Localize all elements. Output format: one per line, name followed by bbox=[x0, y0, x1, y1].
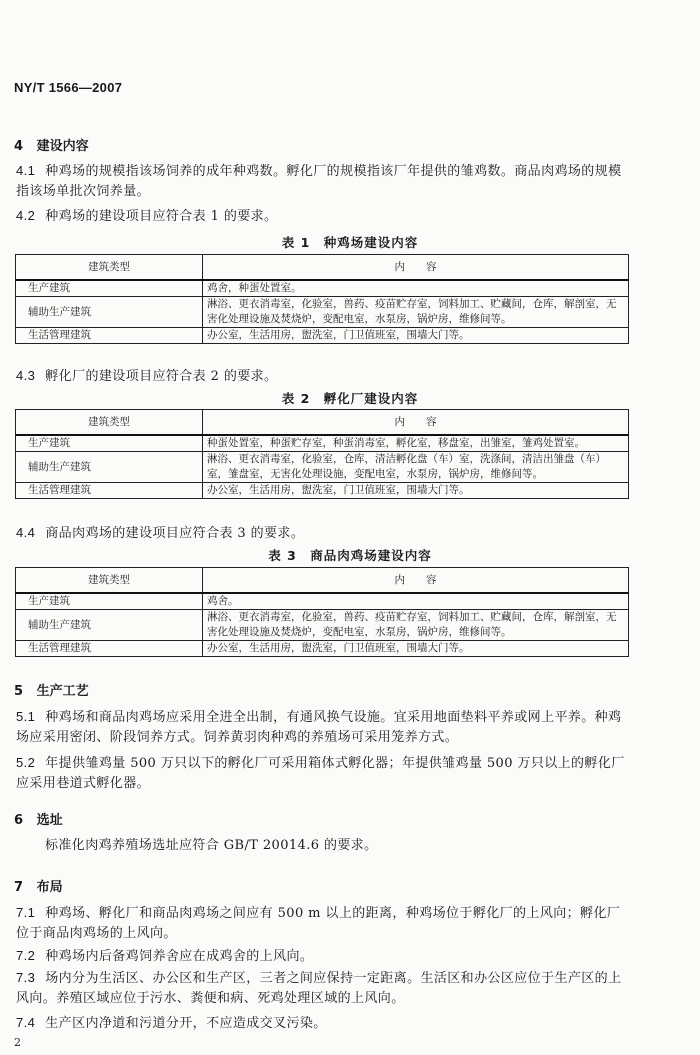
building-type: 生活管理建筑 bbox=[16, 641, 203, 657]
clause-text: 种鸡场、孵化厂和商品肉鸡场之间应有 500 m 以上的距离，种鸡场位于孵化厂的上风向；孵化厂位于商品肉鸡场的上风向。 bbox=[16, 906, 621, 941]
building-type: 辅助生产建筑 bbox=[16, 297, 203, 328]
table-2 bbox=[15, 409, 629, 499]
clause-text: 种鸡场和商品肉鸡场应采用全进全出制，有通风换气设施。宜采用地面垫料平养或网上平养。种鸡场应采用密闭、阶段饲养方式。饲养黄羽肉种鸡的养殖场可采用笼养方式。 bbox=[16, 710, 622, 745]
clause-number: 4.4 bbox=[16, 525, 36, 540]
column-header: 建筑类型 bbox=[16, 255, 203, 281]
building-type: 生产建筑 bbox=[16, 280, 203, 297]
clause-text: 商品肉鸡场的建设项目应符合表 3 的要求。 bbox=[45, 526, 305, 541]
section-number: 7 bbox=[14, 880, 24, 895]
standard-code: NY/T 1566—2007 bbox=[14, 80, 123, 95]
clause-number: 7.3 bbox=[16, 970, 36, 985]
page-number: 2 bbox=[14, 1036, 21, 1049]
table-header-row bbox=[16, 255, 629, 281]
table-row bbox=[16, 593, 629, 610]
clause-number: 4.3 bbox=[16, 368, 36, 383]
table-row bbox=[16, 641, 629, 657]
clause-number: 7.4 bbox=[16, 1015, 36, 1030]
building-content: 办公室，生活用房，盥洗室，门卫值班室，围墙大门等。 bbox=[203, 641, 629, 657]
building-content: 鸡舍。 bbox=[203, 593, 629, 610]
section-5-heading bbox=[14, 680, 89, 699]
paragraph-4-3 bbox=[16, 366, 632, 387]
table-header-row bbox=[16, 410, 629, 436]
table-header-row bbox=[16, 568, 629, 594]
table-3 bbox=[15, 567, 629, 657]
clause-text: 生产区内净道和污道分开，不应造成交叉污染。 bbox=[45, 1016, 327, 1031]
clause-number: 5.2 bbox=[16, 755, 36, 770]
clause-number: 5.1 bbox=[16, 709, 36, 724]
section-4-heading bbox=[14, 135, 89, 154]
building-content: 办公室，生活用房，盥洗室，门卫值班室，围墙大门等。 bbox=[203, 483, 629, 499]
building-content: 种蛋处置室，种蛋贮存室，种蛋消毒室，孵化室，移盘室，出雏室，雏鸡处置室。 bbox=[203, 435, 629, 452]
clause-number: 7.1 bbox=[16, 905, 36, 920]
column-header: 内 容 bbox=[203, 255, 629, 281]
section-title: 布局 bbox=[36, 880, 63, 895]
paragraph-5-2 bbox=[16, 753, 632, 794]
paragraph-6 bbox=[45, 836, 630, 856]
section-number: 5 bbox=[14, 684, 24, 699]
clause-text: 标准化肉鸡养殖场选址应符合 GB/T 20014.6 的要求。 bbox=[45, 838, 378, 853]
section-7-heading bbox=[14, 876, 63, 895]
table-1-title: 表 1 种鸡场建设内容 bbox=[281, 235, 419, 250]
clause-number: 7.2 bbox=[16, 948, 36, 963]
section-number: 6 bbox=[14, 813, 24, 828]
paragraph-4-2 bbox=[16, 206, 632, 227]
table-row bbox=[16, 483, 629, 499]
table-2-title: 表 2 孵化厂建设内容 bbox=[281, 391, 419, 406]
building-type: 生活管理建筑 bbox=[16, 328, 203, 344]
building-content: 淋浴、更衣消毒室，化验室，仓库，清洁孵化盘（车）室，洗涤间，清洁出雏盘（车）室，雏盘室，无害化处理设施，变配电室，水泵房，锅炉房，维修间等。 bbox=[203, 452, 629, 483]
building-type: 辅助生产建筑 bbox=[16, 452, 203, 483]
section-title: 生产工艺 bbox=[36, 684, 89, 699]
column-header: 内 容 bbox=[203, 568, 629, 594]
paragraph-4-1 bbox=[16, 161, 632, 202]
table-3-title: 表 3 商品肉鸡场建设内容 bbox=[268, 548, 432, 563]
paragraph-7-1 bbox=[16, 903, 632, 944]
table-row bbox=[16, 297, 629, 328]
paragraph-4-4 bbox=[16, 523, 632, 544]
paragraph-7-3 bbox=[16, 968, 632, 1009]
section-number: 4 bbox=[14, 139, 24, 154]
building-content: 办公室，生活用房，盥洗室，门卫值班室，围墙大门等。 bbox=[203, 328, 629, 344]
paragraph-7-2 bbox=[16, 946, 632, 967]
building-type: 生产建筑 bbox=[16, 435, 203, 452]
section-6-heading bbox=[14, 809, 63, 828]
clause-text: 孵化厂的建设项目应符合表 2 的要求。 bbox=[45, 369, 278, 384]
building-content: 鸡舍，种蛋处置室。 bbox=[203, 280, 629, 297]
building-content: 淋浴、更衣消毒室，化验室，兽药、疫苗贮存室，饲料加工、贮藏间，仓库，解剖室，无害化处理设施及焚烧炉，变配电室，水泵房，锅炉房，维修间等。 bbox=[203, 610, 629, 641]
column-header: 建筑类型 bbox=[16, 568, 203, 594]
paragraph-5-1 bbox=[16, 707, 632, 748]
table-row bbox=[16, 280, 629, 297]
table-1 bbox=[15, 254, 629, 344]
table-row bbox=[16, 328, 629, 344]
clause-number: 4.2 bbox=[16, 208, 36, 223]
clause-text: 年提供雏鸡量 500 万只以下的孵化厂可采用箱体式孵化器；年提供雏鸡量 500 万只以上的孵化厂应采用巷道式孵化器。 bbox=[16, 756, 625, 791]
building-type: 辅助生产建筑 bbox=[16, 610, 203, 641]
building-type: 生活管理建筑 bbox=[16, 483, 203, 499]
clause-text: 场内分为生活区、办公区和生产区，三者之间应保持一定距离。生活区和办公区应位于生产区的上风向。养殖区域应位于污水、粪便和病、死鸡处理区域的上风向。 bbox=[16, 971, 622, 1006]
building-type: 生产建筑 bbox=[16, 593, 203, 610]
table-row bbox=[16, 435, 629, 452]
section-title: 建设内容 bbox=[36, 139, 89, 154]
clause-text: 种鸡场的建设项目应符合表 1 的要求。 bbox=[45, 209, 278, 224]
column-header: 内 容 bbox=[203, 410, 629, 436]
clause-text: 种鸡场的规模指该场饲养的成年种鸡数。孵化厂的规模指该厂年提供的雏鸡数。商品肉鸡场的规模指该场单批次饲养量。 bbox=[16, 164, 622, 199]
building-content: 淋浴、更衣消毒室，化验室，兽药、疫苗贮存室，饲料加工、贮藏间，仓库，解剖室，无害化处理设施及焚烧炉，变配电室，水泵房，锅炉房，维修间等。 bbox=[203, 297, 629, 328]
table-row bbox=[16, 610, 629, 641]
table-row bbox=[16, 452, 629, 483]
section-title: 选址 bbox=[36, 813, 63, 828]
paragraph-7-4 bbox=[16, 1013, 632, 1034]
clause-number: 4.1 bbox=[16, 163, 36, 178]
column-header: 建筑类型 bbox=[16, 410, 203, 436]
clause-text: 种鸡场内后备鸡饲养舍应在成鸡舍的上风向。 bbox=[45, 949, 314, 964]
